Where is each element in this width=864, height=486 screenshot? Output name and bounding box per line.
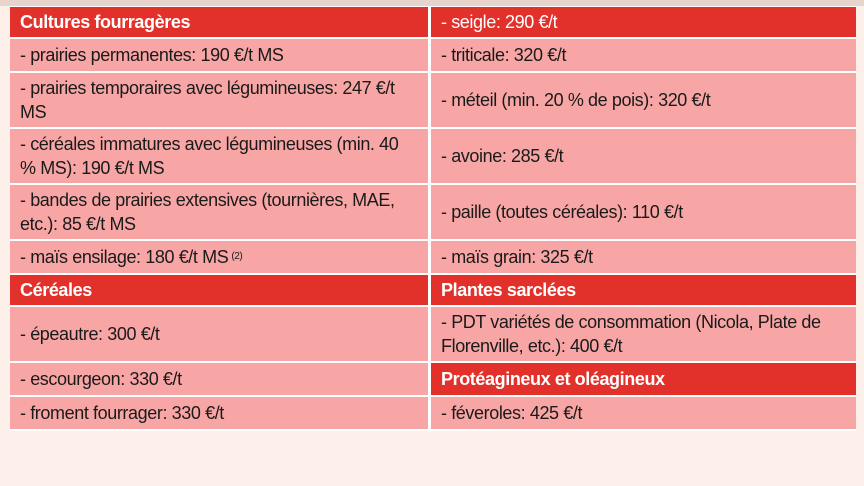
cell-text: - seigle: 290 €/t — [441, 12, 558, 32]
cell-text: - triticale: 320 €/t — [441, 45, 567, 65]
table-cell-right — [431, 129, 856, 183]
cell-text: - méteil (min. 20 % de pois): 320 €/t — [441, 90, 711, 110]
cell-text: - avoine: 285 €/t — [441, 146, 564, 166]
table-row — [10, 275, 856, 307]
cell-text: - prairies permanentes: 190 €/t MS — [20, 45, 284, 65]
cell-text: - épeautre: 300 €/t — [20, 324, 160, 344]
cell-text: - féveroles: 425 €/t — [441, 403, 583, 423]
table-row — [10, 185, 856, 241]
table-cell-left — [10, 185, 431, 239]
cell-text: - bandes de prairies extensives (tournières, MAE, etc.): 85 €/t MS — [20, 190, 395, 234]
table-row — [10, 241, 856, 275]
section-header-left — [10, 7, 431, 37]
table-cell-right — [431, 39, 856, 71]
table-cell-left — [10, 39, 431, 71]
cell-text: - céréales immatures avec légumineuses (min. 40 % MS): 190 €/t MS — [20, 134, 399, 178]
table-cell-right — [431, 185, 856, 239]
section-header-right — [431, 363, 856, 395]
table-row — [10, 307, 856, 363]
cell-text: - maïs grain: 325 €/t — [441, 247, 593, 267]
table-row — [10, 129, 856, 185]
table-row — [10, 39, 856, 73]
table-cell-right — [431, 307, 856, 361]
table-cell-left — [10, 397, 431, 429]
table-cell-left: - maïs ensilage: 180 €/t MS (2) — [10, 241, 431, 273]
cell-text: Cultures fourragères — [20, 12, 191, 32]
cell-text: Protéagineux et oléagineux — [441, 369, 665, 389]
table-row — [10, 7, 856, 39]
table-cell-right — [431, 241, 856, 273]
table-row — [10, 363, 856, 397]
cell-text: Céréales — [20, 280, 92, 300]
cell-text: - maïs ensilage: 180 €/t MS — [20, 247, 229, 267]
price-table — [10, 6, 856, 431]
table-row — [10, 397, 856, 431]
table-cell-left — [10, 307, 431, 361]
cell-text: - froment fourrager: 330 €/t — [20, 403, 224, 423]
section-header-left — [10, 275, 431, 305]
section-header-right — [431, 7, 856, 37]
cell-text: - paille (toutes céréales): 110 €/t — [441, 202, 683, 222]
cell-text: - PDT variétés de consommation (Nicola, Plate de Florenville, etc.): 400 €/t — [441, 312, 821, 356]
cell-text: - prairies temporaires avec légumineuses: 247 €/t MS — [20, 78, 395, 122]
table-row — [10, 73, 856, 129]
table-cell-right — [431, 397, 856, 429]
table-cell-left — [10, 73, 431, 127]
cell-text: Plantes sarclées — [441, 280, 576, 300]
table-cell-left — [10, 363, 431, 395]
table-cell-right — [431, 73, 856, 127]
table-cell-left — [10, 129, 431, 183]
section-header-right — [431, 275, 856, 305]
cell-text: - escourgeon: 330 €/t — [20, 369, 182, 389]
